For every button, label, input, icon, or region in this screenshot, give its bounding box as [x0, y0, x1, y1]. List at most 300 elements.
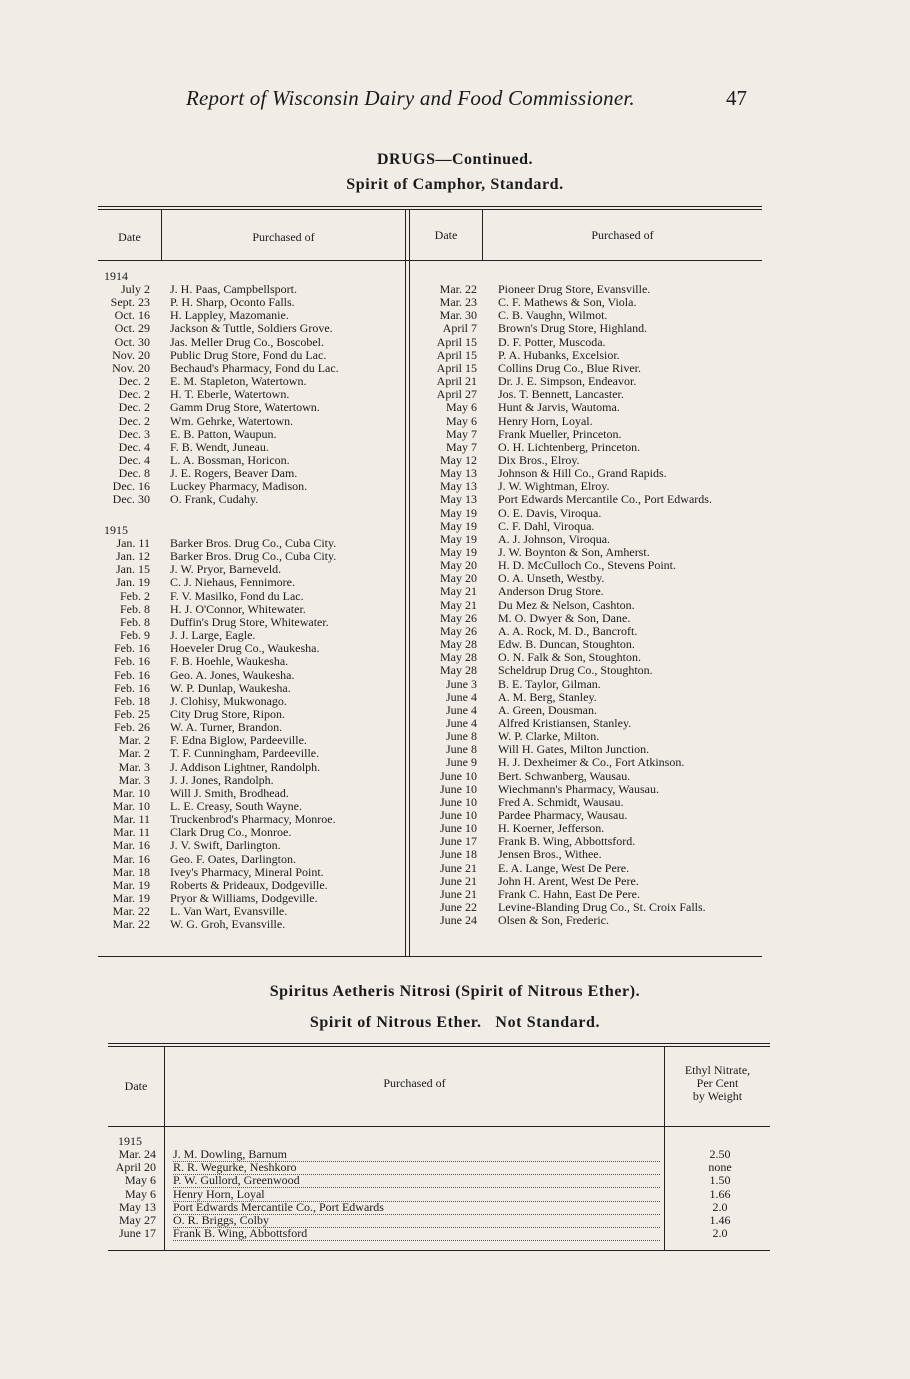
row-vendor: J. H. Paas, Campbellsport. — [170, 283, 297, 296]
table-row — [98, 349, 403, 362]
row-vendor: J. W. Boynton & Son, Amherst. — [498, 546, 650, 559]
table-row — [410, 559, 760, 572]
year-label-1915: 1915 — [104, 523, 128, 537]
row-date: May 7 — [446, 439, 477, 454]
table-row — [98, 616, 403, 629]
row-date: Mar. 22 — [112, 917, 150, 932]
row-value: none — [708, 1160, 732, 1175]
row-date: June 21 — [440, 860, 477, 875]
row-vendor: P. H. Sharp, Oconto Falls. — [170, 296, 295, 310]
row-date: Feb. 16 — [114, 654, 150, 669]
table-row — [108, 1148, 768, 1161]
table-row — [410, 336, 760, 349]
table1-top-rule-2 — [98, 209, 762, 210]
table-row — [410, 493, 760, 506]
row-date: May 26 — [440, 610, 477, 625]
table1-header-rule — [98, 260, 762, 261]
table-row — [108, 1227, 768, 1240]
running-header — [0, 86, 910, 116]
row-date: Mar. 16 — [112, 838, 150, 853]
row-vendor: Gamm Drug Store, Watertown. — [170, 401, 320, 415]
table-row — [410, 678, 760, 691]
table-row — [410, 743, 760, 756]
table-row — [98, 362, 403, 375]
row-date: Feb. 16 — [114, 641, 150, 656]
row-vendor: C. F. Mathews & Son, Viola. — [498, 296, 637, 310]
row-vendor: J. E. Rogers, Beaver Dam. — [170, 467, 298, 481]
table-row — [410, 480, 760, 493]
table-row — [410, 415, 760, 428]
row-vendor: Frank Mueller, Princeton. — [498, 427, 622, 441]
table-row — [98, 669, 403, 682]
row-date: May 13 — [440, 492, 477, 507]
row-vendor: E. B. Patton, Waupun. — [170, 427, 277, 441]
table-row — [98, 480, 403, 493]
table-row — [98, 401, 403, 414]
row-date: April 27 — [436, 387, 477, 402]
row-date: April 21 — [436, 374, 477, 389]
table-row — [410, 362, 760, 375]
table-row — [98, 467, 403, 480]
table-row — [98, 493, 403, 506]
row-date: Jan. 11 — [116, 536, 150, 550]
row-date: Feb. 9 — [120, 628, 150, 643]
row-vendor: Luckey Pharmacy, Madison. — [170, 480, 308, 494]
row-vendor: W. P. Dunlap, Waukesha. — [170, 681, 291, 695]
row-vendor: D. F. Potter, Muscoda. — [498, 335, 606, 349]
table-row — [98, 428, 403, 441]
row-vendor: Frank B. Wing, Abbottsford. — [498, 835, 636, 849]
row-date: June 17 — [440, 834, 477, 849]
table-row — [410, 520, 760, 533]
row-date: Dec. 16 — [112, 479, 150, 494]
row-vendor: J. Addison Lightner, Randolph. — [170, 760, 321, 774]
row-date: June 10 — [440, 808, 477, 822]
row-vendor: Bert. Schwanberg, Wausau. — [498, 769, 631, 783]
row-date: Oct. 16 — [114, 308, 150, 323]
table-row — [410, 875, 760, 888]
row-vendor: Geo. F. Oates, Darlington. — [170, 852, 297, 866]
row-value: 2.0 — [712, 1199, 728, 1214]
table-row — [410, 428, 760, 441]
table-row — [410, 691, 760, 704]
row-vendor: T. F. Cunningham, Pardeeville. — [170, 747, 320, 761]
table-row — [98, 721, 403, 734]
row-date: Oct. 29 — [114, 321, 150, 336]
table-row — [98, 918, 403, 931]
row-vendor: A. M. Berg, Stanley. — [498, 690, 597, 704]
row-date: Dec. 4 — [118, 439, 150, 454]
table-row — [98, 322, 403, 335]
table1-bottom-rule — [98, 956, 762, 957]
table2-col-ethyl — [665, 1064, 770, 1103]
row-date: April 20 — [115, 1160, 156, 1175]
table-row — [410, 756, 760, 769]
report-title: Report of Wisconsin Dairy and Food Commissioner. — [186, 86, 635, 110]
table-row — [410, 283, 760, 296]
table1-top-rule — [98, 206, 762, 207]
row-vendor: F. Edna Biglow, Pardeeville. — [170, 734, 307, 748]
row-vendor: Anderson Drug Store. — [498, 585, 604, 599]
table1-col-date: Date — [118, 230, 141, 244]
row-date: May 7 — [446, 426, 477, 441]
row-vendor: Frank B. Wing, Abbottsford — [173, 1227, 660, 1241]
table-row — [410, 664, 760, 677]
row-vendor: F. B. Hoehle, Waukesha. — [170, 655, 289, 669]
row-vendor: Geo. A. Jones, Waukesha. — [170, 668, 295, 682]
row-value: 1.50 — [709, 1173, 731, 1188]
row-vendor: A. A. Rock, M. D., Bancroft. — [498, 624, 638, 638]
row-date: July 2 — [120, 282, 150, 296]
table-row — [98, 296, 403, 309]
table-row — [98, 603, 403, 616]
row-date: Jan. 15 — [116, 562, 150, 577]
table-row — [98, 800, 403, 813]
row-date: Dec. 30 — [112, 492, 150, 507]
row-date: April 7 — [442, 321, 477, 336]
row-date: Jan. 19 — [116, 575, 150, 590]
row-vendor: F. B. Wendt, Juneau. — [170, 440, 269, 454]
table-row — [410, 835, 760, 848]
row-date: Mar. 30 — [439, 308, 477, 323]
row-vendor: Duffin's Drug Store, Whitewater. — [170, 615, 329, 629]
ethyl-header-line3: by Weight — [692, 1089, 743, 1103]
row-vendor: Edw. B. Duncan, Stoughton. — [498, 638, 635, 652]
row-date: Mar. 18 — [112, 864, 150, 879]
table-row — [98, 388, 403, 401]
table-row — [410, 322, 760, 335]
row-vendor: O. A. Unseth, Westby. — [498, 572, 605, 586]
row-date: April 15 — [436, 334, 477, 349]
row-vendor: W. P. Clarke, Milton. — [498, 730, 600, 744]
table-row — [410, 309, 760, 322]
table2-col-purchased: Purchased of — [383, 1076, 446, 1090]
row-vendor: Olsen & Son, Frederic. — [498, 914, 609, 928]
table-row — [410, 651, 760, 664]
row-date: Dec. 3 — [118, 426, 150, 441]
row-vendor: Levine-Blanding Drug Co., St. Croix Falls. — [498, 901, 706, 915]
row-date: June 8 — [446, 729, 477, 744]
table-row — [410, 704, 760, 717]
row-date: May 21 — [440, 584, 477, 599]
row-date: May 19 — [440, 545, 477, 559]
row-vendor: O. N. Falk & Son, Stoughton. — [498, 651, 642, 665]
row-vendor: L. A. Bossman, Horicon. — [170, 453, 290, 467]
row-date: Dec. 4 — [118, 452, 150, 467]
table-row — [98, 550, 403, 563]
row-vendor: O. E. Davis, Viroqua. — [498, 506, 602, 520]
row-date: Dec. 2 — [118, 374, 150, 389]
row-vendor: Hunt & Jarvis, Wautoma. — [498, 401, 620, 415]
row-date: June 10 — [440, 821, 477, 836]
table-row — [98, 866, 403, 879]
row-date: June 8 — [446, 742, 477, 757]
table-row — [98, 655, 403, 668]
row-date: Dec. 2 — [118, 400, 150, 415]
table-row — [98, 787, 403, 800]
section-subtitle: Spirit of Camphor, Standard. — [346, 176, 564, 193]
row-vendor: C. F. Dahl, Viroqua. — [498, 519, 595, 533]
table-row — [98, 839, 403, 852]
row-vendor: Dr. J. E. Simpson, Endeavor. — [498, 375, 637, 389]
row-vendor: Barker Bros. Drug Co., Cuba City. — [170, 537, 337, 550]
table-row — [410, 349, 760, 362]
row-vendor: P. A. Hubanks, Excelsior. — [498, 348, 620, 362]
table-row — [98, 629, 403, 642]
row-vendor: Barker Bros. Drug Co., Cuba City. — [170, 550, 337, 564]
row-date: Mar. 22 — [112, 904, 150, 919]
row-date: Mar. 2 — [118, 746, 150, 761]
table-row — [410, 888, 760, 901]
table-row — [410, 388, 760, 401]
row-vendor: Pardee Pharmacy, Wausau. — [498, 809, 628, 822]
row-vendor: Collins Drug Co., Blue River. — [498, 361, 642, 375]
table-row — [108, 1161, 768, 1174]
table-row — [410, 546, 760, 559]
row-date: Feb. 18 — [114, 693, 150, 708]
row-value: 1.46 — [709, 1213, 731, 1227]
table-row — [410, 467, 760, 480]
row-vendor: E. A. Lange, West De Pere. — [498, 861, 630, 875]
row-vendor: H. J. O'Connor, Whitewater. — [170, 602, 306, 616]
table-row — [98, 853, 403, 866]
row-vendor: O. H. Lichtenberg, Princeton. — [498, 440, 641, 454]
table2-header-rule — [108, 1126, 770, 1127]
ethyl-header-line2: Per Cent — [696, 1076, 739, 1090]
row-vendor: J. V. Swift, Darlington. — [170, 839, 281, 853]
row-date: June 10 — [440, 781, 477, 796]
table-row — [98, 563, 403, 576]
row-vendor: A. J. Johnson, Viroqua. — [498, 532, 611, 546]
row-vendor: W. A. Turner, Brandon. — [170, 721, 283, 735]
row-vendor: Ivey's Pharmacy, Mineral Point. — [170, 865, 324, 879]
row-vendor: J. W. Pryor, Barneveld. — [170, 563, 282, 577]
row-vendor: H. T. Eberle, Watertown. — [170, 388, 290, 402]
row-vendor: Johnson & Hill Co., Grand Rapids. — [498, 467, 667, 481]
table-row — [410, 862, 760, 875]
row-vendor: Jas. Meller Drug Co., Boscobel. — [170, 335, 324, 349]
row-vendor: A. Green, Dousman. — [498, 703, 597, 717]
table-row — [410, 783, 760, 796]
row-date: June 17 — [119, 1226, 156, 1241]
row-date: June 24 — [440, 913, 477, 928]
table1-mid-divider — [405, 209, 406, 956]
table-row — [98, 309, 403, 322]
row-date: Feb. 25 — [114, 706, 150, 721]
row-vendor: B. E. Taylor, Gilman. — [498, 677, 601, 691]
row-vendor: Clark Drug Co., Monroe. — [170, 826, 292, 840]
row-date: May 6 — [125, 1173, 156, 1188]
table-row — [98, 283, 403, 296]
table-row — [98, 576, 403, 589]
table-row — [410, 533, 760, 546]
row-vendor: City Drug Store, Ripon. — [170, 707, 286, 721]
table-row — [98, 708, 403, 721]
row-date: May 13 — [119, 1199, 156, 1214]
row-vendor: F. V. Masilko, Fond du Lac. — [170, 589, 304, 603]
row-date: April 15 — [436, 360, 477, 375]
row-date: Mar. 3 — [118, 772, 150, 787]
row-vendor: C. J. Niehaus, Fennimore. — [170, 576, 295, 590]
row-vendor: Truckenbrod's Pharmacy, Monroe. — [170, 813, 336, 827]
row-date: Feb. 8 — [120, 614, 150, 629]
page-number: 47 — [726, 86, 747, 110]
row-vendor: J. J. Jones, Randolph. — [170, 773, 274, 787]
row-vendor: O. Frank, Cudahy. — [170, 493, 259, 507]
row-vendor: M. O. Dwyer & Son, Dane. — [498, 611, 631, 625]
table-row — [98, 537, 403, 550]
row-vendor: J. M. Dowling, Barnum — [173, 1148, 660, 1162]
row-vendor: P. W. Gullord, Greenwood — [173, 1174, 660, 1188]
row-date: June 10 — [440, 768, 477, 783]
table-row — [108, 1214, 768, 1227]
row-date: Mar. 22 — [439, 282, 477, 296]
row-date: May 26 — [440, 623, 477, 638]
row-date: Mar. 2 — [118, 733, 150, 748]
row-date: Mar. 11 — [113, 812, 150, 827]
row-vendor: Alfred Kristiansen, Stanley. — [498, 716, 632, 730]
table-row — [410, 848, 760, 861]
row-value: 2.0 — [712, 1226, 728, 1241]
row-date: Oct. 30 — [114, 334, 150, 349]
table-row — [98, 774, 403, 787]
row-date: June 4 — [446, 702, 477, 717]
row-date: June 10 — [440, 794, 477, 809]
year-label-1914: 1914 — [104, 269, 128, 283]
row-date: Nov. 20 — [112, 347, 150, 362]
row-date: April 15 — [436, 347, 477, 362]
table-row — [410, 454, 760, 467]
row-date: May 20 — [440, 571, 477, 586]
table-row — [98, 879, 403, 892]
table-row — [98, 441, 403, 454]
row-date: May 19 — [440, 505, 477, 520]
row-date: May 19 — [440, 518, 477, 533]
row-date: May 28 — [440, 637, 477, 652]
row-date: Feb. 8 — [120, 601, 150, 616]
table-row — [410, 901, 760, 914]
table-row — [410, 625, 760, 638]
row-date: May 6 — [446, 400, 477, 415]
row-date: June 4 — [446, 689, 477, 704]
row-vendor: Will H. Gates, Milton Junction. — [498, 743, 650, 757]
row-date: Mar. 19 — [112, 877, 150, 892]
row-vendor: Pryor & Williams, Dodgeville. — [170, 892, 318, 906]
row-vendor: Jensen Bros., Withee. — [498, 848, 602, 862]
table1-col-purchased-right: Purchased of — [591, 228, 654, 242]
row-vendor: Dix Bros., Elroy. — [498, 453, 580, 467]
table-row — [410, 638, 760, 651]
row-vendor: R. R. Wegurke, Neshkoro — [173, 1161, 660, 1175]
row-vendor: Roberts & Prideaux, Dodgeville. — [170, 878, 328, 892]
table-row — [410, 401, 760, 414]
row-vendor: Bechaud's Pharmacy, Fond du Lac. — [170, 361, 339, 375]
table-row — [98, 747, 403, 760]
table-row — [98, 892, 403, 905]
table-row — [410, 770, 760, 783]
row-vendor: Pioneer Drug Store, Evansville. — [498, 283, 651, 296]
row-value: 1.66 — [709, 1186, 731, 1201]
table-row — [98, 813, 403, 826]
row-vendor: O. R. Briggs, Colby — [173, 1214, 660, 1228]
table-row — [98, 454, 403, 467]
table1-col-date-right: Date — [434, 228, 458, 242]
table-row — [98, 734, 403, 747]
table-row — [98, 642, 403, 655]
row-date: Feb. 2 — [120, 588, 150, 603]
row-vendor: Port Edwards Mercantile Co., Port Edwards. — [498, 493, 712, 507]
table-row — [410, 507, 760, 520]
row-date: Mar. 16 — [112, 851, 150, 866]
table-row — [98, 336, 403, 349]
row-vendor: Wm. Gehrke, Watertown. — [170, 414, 294, 428]
row-date: June 22 — [440, 900, 477, 915]
table-row — [410, 296, 760, 309]
row-vendor: Jos. T. Bennett, Lancaster. — [498, 388, 624, 402]
row-date: May 27 — [119, 1213, 156, 1227]
table-row — [108, 1188, 768, 1201]
row-date: June 21 — [440, 873, 477, 888]
row-vendor: J. Clohisy, Mukwonago. — [170, 694, 287, 708]
row-vendor: Public Drug Store, Fond du Lac. — [170, 348, 327, 362]
table-row — [410, 441, 760, 454]
row-vendor: Henry Horn, Loyal — [173, 1188, 660, 1202]
section2-title: Spiritus Aetheris Nitrosi (Spirit of Nitrous Ether). — [269, 983, 641, 1000]
table-row — [98, 695, 403, 708]
row-date: May 6 — [125, 1186, 156, 1201]
table2-year: 1915 — [118, 1134, 142, 1148]
row-vendor: H. Lappley, Mazomanie. — [170, 309, 289, 323]
table-row — [410, 717, 760, 730]
row-date: May 13 — [440, 466, 477, 481]
row-date: May 12 — [440, 452, 477, 467]
table-row — [98, 415, 403, 428]
row-date: Mar. 3 — [118, 759, 150, 774]
section-title: DRUGS—Continued. — [376, 151, 534, 168]
row-vendor: Frank C. Hahn, East De Pere. — [498, 887, 640, 901]
table-row — [108, 1174, 768, 1187]
row-vendor: J. J. Large, Eagle. — [170, 629, 256, 643]
table-row — [98, 761, 403, 774]
table-row — [410, 572, 760, 585]
row-vendor: Fred A. Schmidt, Wausau. — [498, 795, 624, 809]
row-date: Sept. 23 — [110, 295, 150, 310]
table-row — [98, 590, 403, 603]
row-date: May 21 — [440, 597, 477, 612]
row-vendor: H. J. Dexheimer & Co., Fort Atkinson. — [498, 756, 685, 770]
row-date: Mar. 10 — [112, 799, 150, 813]
row-date: May 28 — [440, 663, 477, 678]
table-row — [98, 905, 403, 918]
row-date: May 28 — [440, 650, 477, 665]
row-vendor: L. Van Wart, Evansville. — [170, 905, 288, 919]
row-date: Mar. 10 — [112, 785, 150, 800]
row-date: Feb. 26 — [114, 720, 150, 735]
table2-bottom-rule — [108, 1250, 770, 1251]
row-date: Dec. 8 — [118, 466, 150, 481]
row-vendor: Will J. Smith, Brodhead. — [170, 786, 289, 800]
row-date: Mar. 23 — [439, 295, 477, 310]
row-date: June 9 — [446, 755, 477, 770]
row-date: May 6 — [446, 413, 477, 428]
table2-col-date: Date — [124, 1079, 148, 1093]
table2-top-rule — [108, 1043, 770, 1044]
row-date: Dec. 2 — [118, 387, 150, 402]
row-date: Dec. 2 — [118, 413, 150, 428]
table1-col-purchased: Purchased of — [252, 230, 315, 244]
table-row — [410, 585, 760, 598]
row-vendor: Du Mez & Nelson, Cashton. — [498, 598, 635, 612]
